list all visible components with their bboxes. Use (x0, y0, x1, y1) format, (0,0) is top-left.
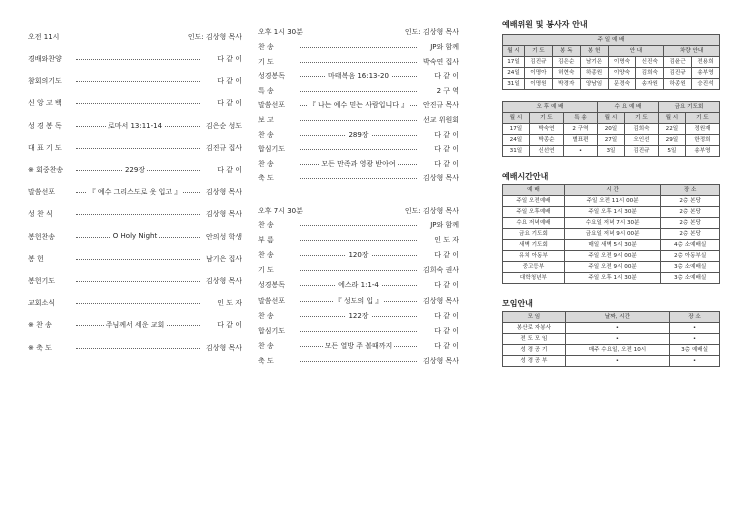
morning-leader: 인도: 김상형 목사 (187, 33, 242, 41)
table-row (503, 345, 720, 356)
dot-leader (76, 148, 200, 149)
table-header-cell: 기 도 (624, 113, 658, 124)
table-header-cell: 시 간 (564, 185, 660, 196)
table-cell: 전 도 모 임 (503, 334, 566, 345)
table-header-cell: 월 시 (503, 113, 530, 124)
table-header-row (503, 113, 720, 124)
item-content: 122장 (348, 311, 369, 320)
item-label: 찬 송 (258, 311, 274, 320)
table-header-cell: 안 내 (608, 46, 664, 57)
table-cell: 주일 오전 9시 00분 (564, 262, 660, 273)
table-row (503, 218, 720, 229)
table-cell: 성 경 공 부 (503, 356, 566, 367)
item-leader: 김상형 목사 (422, 174, 459, 183)
item-content: 모든 만족과 영광 받아여 (321, 159, 396, 168)
meetings-title: 모임안내 (502, 299, 533, 308)
item-label: 찬 송 (258, 341, 274, 350)
item-leader: 김희숙 권사 (422, 266, 459, 275)
table-header-cell: 금요 기도회 (658, 102, 719, 113)
item-content: 『 나는 예수 믿는 사람입니다 』 (308, 101, 409, 110)
item-leader: 다 같 이 (217, 166, 242, 174)
item-leader: 김진규 집사 (205, 143, 242, 152)
table-cell: 22일 (658, 124, 685, 135)
table-row (503, 273, 720, 284)
table-cell: 주일 오전 9시 00분 (564, 251, 660, 262)
volunteers-title: 예배위원 및 봉사자 안내 (502, 20, 588, 29)
item-leader: 박숙연 집사 (422, 57, 459, 66)
table-header-row (503, 102, 720, 113)
item-leader: JP와 함께 (430, 221, 459, 229)
order-row (258, 144, 459, 154)
order-row (28, 320, 242, 330)
evening-leader: 인도: 김상형 목사 (404, 207, 459, 215)
table-header-cell: 기 도 (685, 113, 719, 124)
order-row (258, 173, 459, 183)
table-cell: 3층 예배실 (670, 345, 720, 356)
table-cell: 주일 오전예배 (503, 196, 565, 207)
item-label: 봉 헌 (28, 254, 44, 263)
table-cell: 송자원 (636, 79, 664, 90)
table-cell: 5일 (658, 146, 685, 157)
table-cell: • (670, 334, 720, 345)
table-cell: 금요일 저녁 9시 00분 (564, 229, 660, 240)
item-label: 봉헌기도 (28, 277, 56, 285)
item-label: 경배와찬양 (28, 55, 62, 63)
table-cell: 봉산로 자봉사 (503, 323, 566, 334)
table-cell: 승진석 (692, 79, 720, 90)
order-row (28, 232, 242, 242)
order-row (28, 298, 242, 308)
item-leader: 안의성 학생 (205, 232, 242, 241)
dot-leader (76, 214, 200, 215)
order-row (28, 187, 242, 197)
dot-leader (300, 331, 417, 332)
table-header-cell: 장 소 (661, 185, 720, 196)
item-leader: 다 같 이 (434, 281, 459, 290)
order-row (258, 265, 459, 275)
order-row (258, 86, 459, 96)
item-content: 로마서 13:11-14 (107, 121, 163, 130)
order-row (258, 235, 459, 245)
item-leader: 안진규 목사 (422, 101, 459, 110)
item-label: 성 경 봉 독 (28, 121, 62, 130)
table-row (503, 334, 720, 345)
item-content: 『 성도의 입 』 (334, 296, 383, 305)
item-leader: 김상형 목사 (422, 296, 459, 305)
item-leader: 다 같 이 (434, 159, 459, 168)
dot-leader (76, 81, 200, 82)
dot-leader (300, 270, 417, 271)
table-cell: 김진규 (624, 146, 658, 157)
table-cell: 중고등부 (503, 262, 565, 273)
order-row (28, 98, 242, 108)
table-row (503, 79, 720, 90)
table-cell: 2층 본당 (661, 196, 720, 207)
table-cell: • (565, 334, 669, 345)
table-cell: 문경숙 (608, 79, 636, 90)
item-label: 부 름 (258, 236, 274, 245)
item-label: 특 송 (258, 86, 274, 95)
item-leader: 김상형 목사 (205, 188, 242, 197)
table-header-cell: 예 배 (503, 185, 565, 196)
table-cell: 2층 본당 (661, 207, 720, 218)
order-row (28, 276, 242, 286)
table-cell: 별표편 (563, 135, 597, 146)
table-cell: 3층 소예배실 (661, 273, 720, 284)
table-row (503, 124, 720, 135)
table-row (503, 229, 720, 240)
item-leader: 다 같 이 (217, 321, 242, 330)
dot-leader (76, 281, 200, 282)
table-cell: 주일 오후예배 (503, 207, 565, 218)
item-content: 주님께서 세운 교회 (105, 321, 165, 330)
sunday-caption: 주 일 예 배 (503, 35, 720, 46)
table-cell: 29일 (658, 135, 685, 146)
table-cell: 3층 소예배실 (661, 262, 720, 273)
order-row (258, 326, 459, 336)
item-leader: 김상형 목사 (205, 210, 242, 219)
dot-leader (300, 62, 417, 63)
table-cell: 김희숙 (624, 124, 658, 135)
table-cell: 17일 (503, 57, 525, 68)
table-cell: 대학청년부 (503, 273, 565, 284)
item-label: 성경봉독 (258, 281, 286, 290)
item-content: 모든 열방 주 볼때까지 (324, 341, 393, 350)
table-cell: 박종순 (529, 135, 563, 146)
table-cell: 24일 (503, 68, 525, 79)
order-row (28, 121, 242, 131)
item-label: ※ 회중찬송 (28, 166, 64, 174)
order-row (258, 311, 459, 321)
table-cell: 주일 오전 11시 00분 (564, 196, 660, 207)
item-label: 말씀선포 (28, 188, 56, 197)
table-cell: 박경자 (552, 79, 580, 90)
table-row (503, 251, 720, 262)
dot-leader (76, 348, 200, 349)
table-cell: 3일 (598, 146, 625, 157)
table-cell: 수요 저녁예배 (503, 218, 565, 229)
table-cell: 27일 (598, 135, 625, 146)
table-row (503, 57, 720, 68)
weekday-volunteers-table (502, 101, 720, 157)
table-header-cell: 월 시 (503, 46, 525, 57)
order-row (258, 356, 459, 366)
order-row (258, 280, 459, 290)
table-header-cell: 기 도 (524, 46, 552, 57)
table-cell: • (670, 323, 720, 334)
order-row (258, 57, 459, 67)
order-row (258, 71, 459, 81)
table-row (503, 146, 720, 157)
info-panel (502, 0, 720, 531)
dot-leader (300, 225, 417, 226)
item-label: ※ 찬 송 (28, 321, 52, 330)
table-cell: 송부영 (685, 146, 719, 157)
table-cell: 전용희 (692, 57, 720, 68)
item-label: 찬 송 (258, 130, 274, 139)
item-leader: 김상형 목사 (205, 277, 242, 285)
table-header-cell: 날짜, 시간 (565, 312, 669, 323)
table-cell: 송부영 (692, 68, 720, 79)
table-cell: 이명아 (524, 68, 552, 79)
item-label: 성경봉독 (258, 72, 286, 81)
table-header-cell: 수 요 예 배 (598, 102, 659, 113)
table-cell: 20일 (598, 124, 625, 135)
table-cell: 이명원 (524, 79, 552, 90)
table-cell: 주일 오후 1시 30분 (564, 207, 660, 218)
order-row (258, 115, 459, 125)
table-cell: 이양숙 (608, 68, 636, 79)
table-cell: • (670, 356, 720, 367)
item-content: 229장 (124, 166, 146, 174)
item-content: 120장 (348, 251, 369, 260)
table-header-cell: 기 도 (529, 113, 563, 124)
item-leader: 선교 위원회 (422, 116, 459, 124)
item-label: 기 도 (258, 266, 274, 275)
table-cell: 김윤근 (664, 57, 692, 68)
item-content: 마태복음 16:13-20 (328, 72, 389, 81)
item-label: 찬 송 (258, 251, 274, 260)
table-cell: 오인선 (624, 135, 658, 146)
table-cell: 24일 (503, 135, 530, 146)
table-cell: 2층 본당 (661, 229, 720, 240)
table-cell: 김희숙 (636, 68, 664, 79)
table-cell: 허현숙 (552, 68, 580, 79)
table-cell: 정원재 (685, 124, 719, 135)
table-cell: 매일 새벽 5시 30분 (564, 240, 660, 251)
order-row (28, 209, 242, 219)
order-row (28, 76, 242, 86)
table-header-cell: 차량 안내 (664, 46, 720, 57)
table-cell: 성 경 공 기 (503, 345, 566, 356)
item-leader: 인 도 자 (434, 236, 459, 245)
table-cell: 김은순 (552, 57, 580, 68)
order-row (258, 100, 459, 110)
table-header-cell: 모 임 (503, 312, 566, 323)
table-cell: 금요 기도회 (503, 229, 565, 240)
table-cell: 주일 오후 1시 30분 (564, 273, 660, 284)
dot-leader (76, 59, 200, 60)
order-row (258, 159, 459, 169)
item-leader: 다 같 이 (217, 55, 242, 63)
table-cell: 수요일 저녁 7시 30분 (564, 218, 660, 229)
dot-leader (76, 103, 200, 104)
dot-leader (76, 259, 200, 260)
table-cell: 박숙연 (529, 124, 563, 135)
table-row (503, 240, 720, 251)
dot-leader (300, 361, 417, 362)
item-label: 축 도 (258, 356, 274, 365)
table-header-cell: 장 소 (670, 312, 720, 323)
table-header-cell: 봉 독 (552, 46, 580, 57)
item-leader: 다 같 이 (434, 251, 459, 260)
item-label: ※ 축 도 (28, 343, 52, 352)
table-cell: 2층 본당 (661, 218, 720, 229)
table-header-row (503, 312, 720, 323)
table-row (503, 196, 720, 207)
item-content: 289장 (348, 130, 369, 139)
item-label: 참회의기도 (28, 77, 62, 86)
item-label: 축 도 (258, 174, 274, 183)
sunday-volunteers-table (502, 34, 720, 90)
meetings-table (502, 311, 720, 367)
item-leader: 김상형 목사 (422, 356, 459, 365)
item-label: 말씀선포 (258, 101, 286, 110)
table-header-cell: 봉 헌 (580, 46, 608, 57)
item-leader: 다 같 이 (217, 77, 242, 86)
table-header-row (503, 185, 720, 196)
table-cell: 하종원 (580, 68, 608, 79)
evening-time: 오후 7시 30분 (258, 207, 303, 215)
table-cell: 31일 (503, 79, 525, 90)
table-row (503, 68, 720, 79)
schedule-table (502, 184, 720, 284)
item-label: 합심기도 (258, 145, 286, 154)
item-leader: 다 같 이 (434, 145, 459, 154)
table-cell: 신진숙 (636, 57, 664, 68)
table-row (503, 323, 720, 334)
item-leader: 인 도 자 (217, 299, 242, 308)
item-label: 말씀선포 (258, 296, 286, 305)
afternoon-time: 오후 1시 30분 (258, 28, 303, 36)
table-cell: 하종원 (664, 79, 692, 90)
item-label: 교회소식 (28, 299, 56, 308)
order-row (258, 296, 459, 306)
item-leader: JP와 함께 (430, 43, 459, 51)
item-leader: 다 같 이 (434, 326, 459, 335)
afternoon-leader: 인도: 김상형 목사 (404, 28, 459, 36)
table-cell: • (565, 356, 669, 367)
item-leader: 다 같 이 (434, 130, 459, 139)
table-cell: • (563, 146, 597, 157)
order-row (258, 220, 459, 230)
item-leader: 다 같 이 (217, 99, 242, 108)
table-header-row (503, 46, 720, 57)
morning-time: 오전 11시 (28, 33, 60, 41)
order-row (28, 343, 242, 353)
table-header-cell: 오 후 예 배 (503, 102, 598, 113)
item-label: 찬 송 (258, 159, 274, 168)
dot-leader (300, 240, 417, 241)
table-cell: 김진규 (524, 57, 552, 68)
item-leader: 김은순 성도 (205, 121, 242, 130)
table-header-cell: 특 송 (563, 113, 597, 124)
table-row (503, 207, 720, 218)
table-row (503, 135, 720, 146)
item-content: 『 예수 그리스도로 옷 입고 』 (88, 188, 182, 197)
table-cell: 31일 (503, 146, 530, 157)
item-content: 에스라 1:1-4 (338, 281, 379, 290)
table-cell: 유치 아동부 (503, 251, 565, 262)
order-row (28, 254, 242, 264)
dot-leader (300, 47, 417, 48)
table-cell: 17일 (503, 124, 530, 135)
item-leader: 김상형 목사 (205, 343, 242, 352)
item-leader: 남기은 집사 (205, 254, 242, 263)
table-cell: 매주 수요일, 오전 10시 (565, 345, 669, 356)
table-cell: 이명숙 (608, 57, 636, 68)
dot-leader (300, 178, 417, 179)
order-row (258, 250, 459, 260)
item-label: 신 앙 고 백 (28, 99, 62, 108)
order-row (28, 54, 242, 64)
order-row (258, 341, 459, 351)
table-cell: 양남임 (580, 79, 608, 90)
table-cell: 4층 소예배실 (661, 240, 720, 251)
item-label: 찬 송 (258, 221, 274, 229)
order-row (258, 130, 459, 140)
item-leader: 2 구 역 (436, 86, 459, 95)
order-row (258, 42, 459, 52)
dot-leader (300, 149, 417, 150)
item-leader: 다 같 이 (434, 72, 459, 81)
table-cell: 새벽 기도회 (503, 240, 565, 251)
table-cell: 한정희 (685, 135, 719, 146)
item-label: 성 찬 식 (28, 210, 53, 219)
dot-leader (300, 120, 417, 121)
table-row (503, 262, 720, 273)
table-header-cell: 월 시 (598, 113, 625, 124)
item-label: 봉헌찬송 (28, 232, 56, 241)
table-cell: 남기은 (580, 57, 608, 68)
table-header-cell: 월 시 (658, 113, 685, 124)
table-cell: 2층 아동부실 (661, 251, 720, 262)
item-label: 합심기도 (258, 326, 286, 335)
order-row (28, 165, 242, 175)
item-label: 보 고 (258, 116, 274, 124)
item-leader: 다 같 이 (434, 341, 459, 350)
item-label: 대 표 기 도 (28, 143, 62, 152)
schedule-title: 예배시간안내 (502, 172, 549, 181)
table-cell: 김진규 (664, 68, 692, 79)
order-row (28, 143, 242, 153)
item-content: O Holy Night (112, 231, 158, 240)
table-cell: • (565, 323, 669, 334)
item-label: 찬 송 (258, 43, 274, 51)
table-cell: 신선연 (529, 146, 563, 157)
dot-leader (76, 303, 200, 304)
item-leader: 다 같 이 (434, 311, 459, 320)
table-cell: 2 구역 (563, 124, 597, 135)
table-row (503, 356, 720, 367)
dot-leader (300, 91, 417, 92)
item-label: 기 도 (258, 57, 274, 66)
